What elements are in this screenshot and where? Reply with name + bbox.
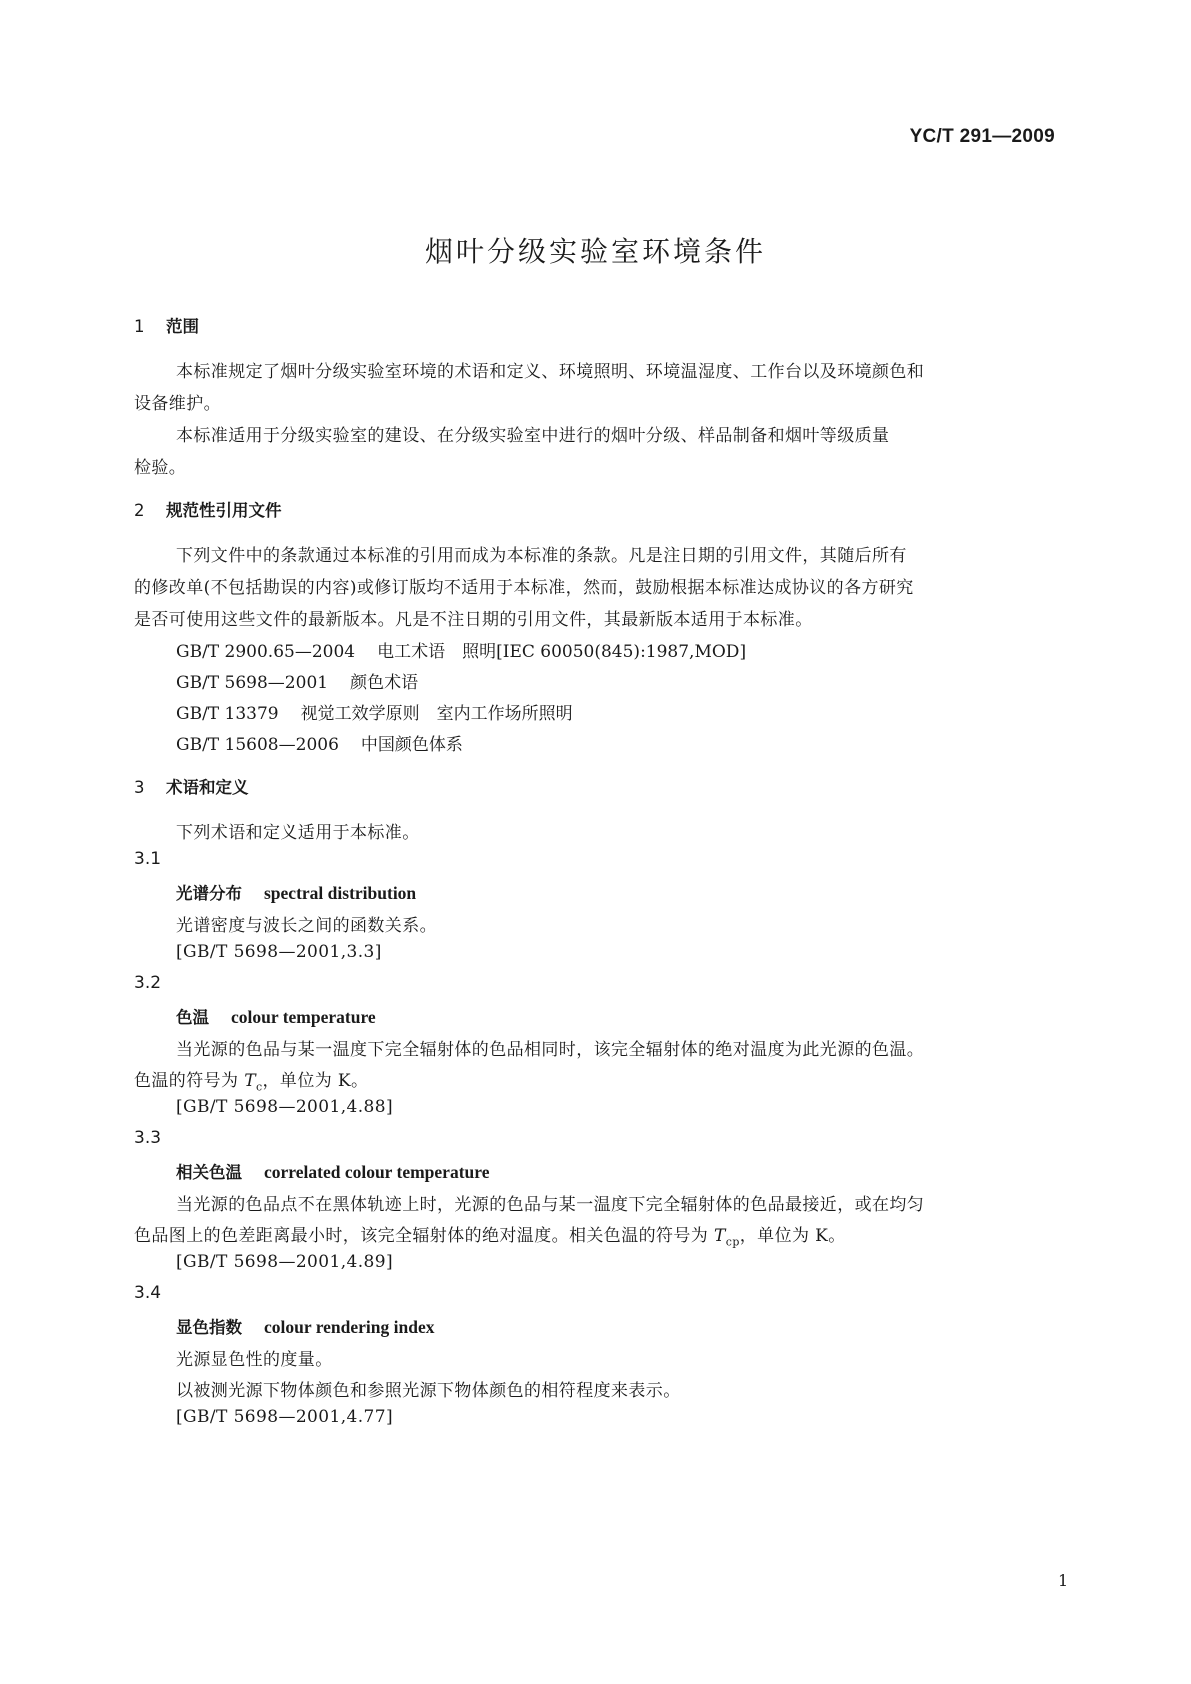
- definition-line: [134, 1066, 368, 1093]
- term-source: [GB/T 5698—2001,4.89]: [176, 1252, 393, 1272]
- section-3-heading: [134, 774, 249, 798]
- reference-item: [176, 668, 418, 693]
- term-heading: [176, 880, 416, 904]
- paragraph-line: 本标准规定了烟叶分级实验室环境的术语和定义、环境照明、环境温湿度、工作台以及环境颜色和: [176, 362, 925, 382]
- reference-code: GB/T 15608—2006: [176, 735, 339, 755]
- reference-title: 中国颜色体系: [360, 735, 463, 755]
- term-heading: [176, 1314, 434, 1338]
- term-heading: [176, 1004, 376, 1028]
- term-zh: 色温: [176, 1008, 209, 1027]
- reference-code: GB/T 5698—2001: [176, 673, 329, 693]
- reference-code: GB/T 13379: [176, 704, 279, 724]
- paragraph-line: 下列文件中的条款通过本标准的引用而成为本标准的条款。凡是注日期的引用文件，其随后所有: [176, 546, 907, 566]
- section-title: 规范性引用文件: [166, 501, 282, 520]
- text-run: 色温的符号为: [134, 1071, 245, 1091]
- reference-code: GB/T 2900.65—2004: [176, 642, 356, 662]
- text-run: ，单位为 K。: [262, 1071, 369, 1091]
- term-en: colour temperature: [231, 1007, 376, 1027]
- term-source: [GB/T 5698—2001,4.77]: [176, 1407, 393, 1427]
- reference-item: [176, 637, 746, 662]
- term-zh: 相关色温: [176, 1163, 242, 1182]
- term-number: 3.2: [134, 973, 162, 993]
- definition-line: 光源显色性的度量。: [176, 1350, 333, 1370]
- term-number: 3.3: [134, 1128, 162, 1148]
- symbol: T: [244, 1071, 256, 1091]
- definition-line: [134, 1221, 846, 1248]
- text-run: ，单位为 K。: [739, 1226, 846, 1246]
- symbol-subscript: cp: [725, 1235, 740, 1249]
- section-title: 术语和定义: [166, 778, 249, 797]
- paragraph-line: 的修改单(不包括勘误的内容)或修订版均不适用于本标准，然而，鼓励根据本标准达成协议的各方研究: [134, 578, 914, 598]
- paragraph-line: 设备维护。: [134, 394, 221, 414]
- standard-code: YC/T 291—2009: [909, 126, 1055, 147]
- reference-item: [176, 730, 463, 755]
- paragraph-line: 是否可使用这些文件的最新版本。凡是不注日期的引用文件，其最新版本适用于本标准。: [134, 610, 813, 630]
- reference-title: 电工术语 照明[IEC 60050(845):1987,MOD]: [377, 642, 747, 662]
- definition-line: 当光源的色品与某一温度下完全辐射体的色品相同时，该完全辐射体的绝对温度为此光源的色温。: [176, 1040, 925, 1060]
- reference-item: [176, 699, 573, 724]
- text-run: 色品图上的色差距离最小时，该完全辐射体的绝对温度。相关色温的符号为: [134, 1226, 715, 1246]
- document-title: 烟叶分级实验室环境条件: [424, 235, 766, 268]
- term-zh: 光谱分布: [176, 884, 242, 903]
- definition-line: 当光源的色品点不在黑体轨迹上时，光源的色品与某一温度下完全辐射体的色品最接近，或在均匀: [176, 1195, 925, 1215]
- term-number: 3.4: [134, 1283, 162, 1303]
- reference-title: 视觉工效学原则 室内工作场所照明: [300, 704, 573, 724]
- reference-title: 颜色术语: [350, 673, 419, 693]
- section-number: 3: [134, 778, 145, 797]
- paragraph-line: 下列术语和定义适用于本标准。: [176, 823, 420, 843]
- section-2-heading: [134, 497, 282, 521]
- term-en: colour rendering index: [264, 1317, 435, 1337]
- term-heading: [176, 1159, 489, 1183]
- term-en: spectral distribution: [264, 883, 417, 903]
- term-source: [GB/T 5698—2001,4.88]: [176, 1097, 393, 1117]
- term-zh: 显色指数: [176, 1318, 242, 1337]
- section-1-heading: [134, 313, 199, 337]
- section-number: 2: [134, 501, 145, 520]
- term-number: 3.1: [134, 849, 162, 869]
- symbol: T: [714, 1226, 726, 1246]
- page-number: 1: [1058, 1571, 1069, 1590]
- definition-line: 以被测光源下物体颜色和参照光源下物体颜色的相符程度来表示。: [176, 1381, 681, 1401]
- paragraph-line: 本标准适用于分级实验室的建设、在分级实验室中进行的烟叶分级、样品制备和烟叶等级质量: [176, 426, 890, 446]
- definition-line: 光谱密度与波长之间的函数关系。: [176, 916, 437, 936]
- term-en: correlated colour temperature: [264, 1162, 490, 1182]
- paragraph-line: 检验。: [134, 458, 187, 478]
- section-title: 范围: [166, 317, 199, 336]
- term-source: [GB/T 5698—2001,3.3]: [176, 942, 382, 962]
- section-number: 1: [134, 317, 145, 336]
- symbol-subscript: c: [255, 1080, 263, 1094]
